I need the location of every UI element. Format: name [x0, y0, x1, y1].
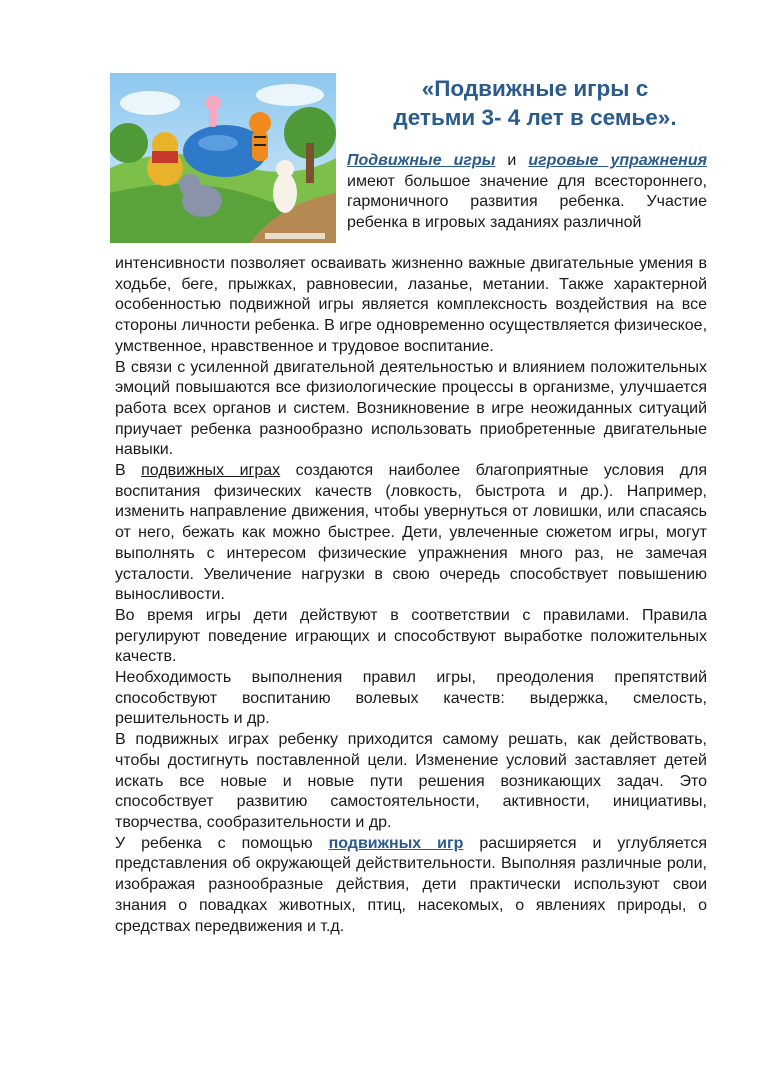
paragraph-2: В связи с усиленной двигательной деятельностью и влиянием положительных эмоций повышаются все физиологические процессы в организме, улучшается работа всех органов и систем. Возникновение в игре неожиданных ситуаций приучает ребенка разнообразно использовать приобретенные двигательные навыки.: [115, 358, 707, 459]
paragraph-6: В подвижных играх ребенку приходится самому решать, как действовать, чтобы достигнуть поставленной цели. Изменение условий заставляет детей искать все новые и новые пути решения возникающих задач. Это способствует развитию самостоятельности, активности, инициативы, творчества, сообразительности и др.: [115, 731, 707, 831]
paragraph-3-rest: создаются наиболее благоприятные условия для воспитания физических качеств (ловкость, быстрота и др.). Например, изменить направление движения, чтобы увернуться от ловишки, или спасаясь от него, бежать как можно быстрее. Дети, увлеченные сюжетом игры, могут выполнять с интересом физические упражнения много раз, не замечая усталости. Увеличение нагрузки в свою очередь способствует повышению выносливости.: [115, 462, 707, 604]
title-line-2: детьми 3- 4 лет в семье».: [393, 105, 677, 130]
cartoon-illustration: [110, 73, 336, 243]
paragraph-7-rest: расширяется и углубляется представления об окружающей действительности. Выполняя различные роли, изображая разнообразные действия, дети практически используют свои знания о повадках животных, птиц, насекомых, о явлениях природы, о средствах передвижения и т.д.: [115, 834, 707, 935]
term-game-exercises[interactable]: игровые упражнения: [528, 152, 708, 169]
intro-conjunction: и: [495, 152, 529, 169]
intro-text: имеют большое значение для всестороннего, гармоничного развития ребенка. Участие ребенка в игровых заданиях различной: [347, 172, 707, 232]
body-text: [115, 254, 707, 937]
title-line-1: «Подвижные игры с: [421, 76, 649, 101]
link-mobile-games[interactable]: подвижных играх: [141, 462, 281, 480]
paragraph-7: [115, 834, 707, 938]
page-title: [350, 74, 720, 132]
link-mobile-games-2[interactable]: подвижных игр: [328, 834, 464, 852]
paragraph-7-start: У ребенка с помощью: [115, 834, 329, 852]
paragraph-1: интенсивности позволяет осваивать жизненно важные двигательные умения в ходьбе, беге, прыжках, равновесии, лазанье, метании. Также характерной особенностью подвижной игры является комплексность воздействия на все стороны личности ребенка. В игре одновременно осуществляется физическое, умственное, нравственное и трудовое воспитание.: [115, 255, 708, 355]
paragraph-3-start: В: [115, 462, 142, 480]
intro-paragraph: [347, 151, 707, 234]
paragraph-5: Необходимость выполнения правил игры, преодоления препятствий способствуют воспитанию волевых качеств: выдержка, смелость, решительность и др.: [115, 669, 707, 728]
paragraph-4: Во время игры дети действуют в соответствии с правилами. Правила регулируют поведение играющих и способствуют выработке положительных качеств.: [115, 606, 707, 666]
term-mobile-games[interactable]: Подвижные игры: [347, 152, 496, 169]
paragraph-3: [115, 461, 707, 606]
cartoon-characters-image: [110, 73, 336, 243]
